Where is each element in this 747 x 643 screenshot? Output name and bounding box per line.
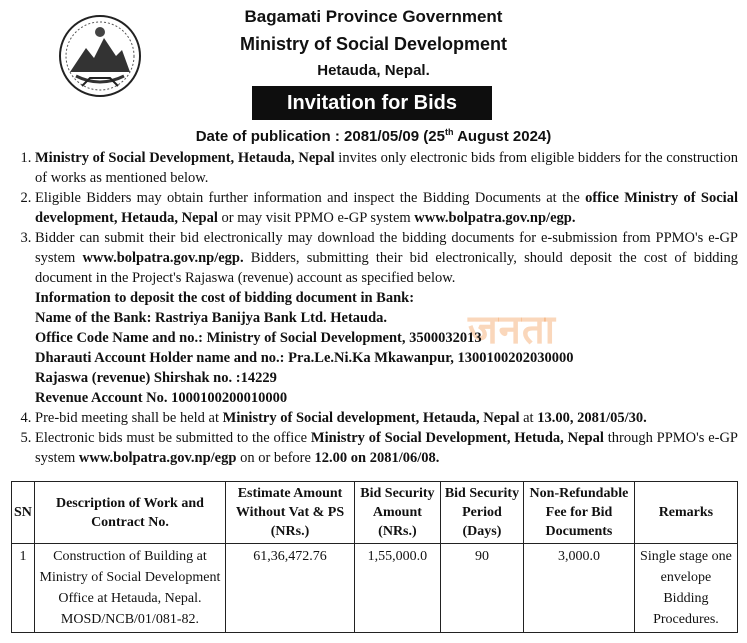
list-item: 1. Ministry of Social Development, Hetauda, Nepal invites only electronic bids from eligible bidders for the construction of works as mentioned below.	[35, 148, 738, 188]
revenue-account: Revenue Account No. 1000100200010000	[35, 390, 288, 406]
government-name: Bagamati Province Government	[244, 7, 503, 26]
header-remarks: Remarks	[634, 482, 737, 544]
office-code: Office Code Name and no.: Ministry of Social Development, 3500032013	[35, 330, 482, 346]
header-security-period: Bid Security Period (Days)	[440, 482, 523, 544]
cell-sn: 1	[12, 544, 35, 633]
bid-table	[11, 481, 738, 633]
cell-remarks: Single stage one envelope Bidding Procedures.	[634, 544, 737, 633]
rajaswa-shirshak: Rajaswa (revenue) Shirshak no. :14229	[35, 370, 277, 386]
dharauti-account: Dharauti Account Holder name and no.: Pra.Le.Ni.Ka Mkawanpur, 1300100202030000	[35, 350, 574, 366]
bank-info-title: Information to deposit the cost of bidding document in Bank:	[35, 290, 415, 306]
newspaper-watermark: जनता	[468, 308, 557, 352]
ministry-location: Hetauda, Nepal.	[317, 62, 430, 79]
list-item: 3. Bidder can submit their bid electronically may download the bidding documents for e-submission from PPMO's e-GP system www.bolpatra.gov.np/egp. Bidders, submitting their bid electronically, should deposit the cost of bidding document in the Project's Rajaswa (revenue) account as specified below. Information to deposit the cost of bidding document in Bank: Name of the Bank: Rastriya Banijya Bank Ltd. Hetauda. Office Code Name and no.: Ministry of Social Development, 3500032013 Dharauti Account Holder name and no.: Pra.Le.Ni.Ka Mkawanpur, 1300100202030000 Rajaswa (revenue) Shirshak no. :14229 Revenue Account No. 1000100200010000	[35, 228, 738, 408]
cell-fee: 3,000.0	[524, 544, 635, 633]
ministry-name: Ministry of Social Development	[239, 34, 508, 54]
header-bid-security: Bid Security Amount (NRs.)	[355, 482, 441, 544]
list-item: 2. Eligible Bidders may obtain further information and inspect the Bidding Documents at the office Ministry of Social development, Hetauda, Nepal or may visit PPMO e-GP system www.bolpatra.gov.np/egp.	[35, 188, 738, 228]
notice-title: Invitation for Bids	[252, 86, 492, 120]
cell-estimate: 61,36,472.76	[226, 544, 355, 633]
header-estimate: Estimate Amount Without Vat & PS (NRs.)	[226, 482, 355, 544]
table-row	[12, 544, 738, 633]
notice-body	[8, 148, 738, 468]
table-header-row	[12, 482, 738, 544]
publication-date: Date of publication : 2081/05/09 (25th August 2024)	[195, 127, 552, 145]
header-description: Description of Work and Contract No.	[34, 482, 225, 544]
header-sn: SN	[12, 482, 35, 544]
header-fee: Non-Refundable Fee for Bid Documents	[524, 482, 635, 544]
bank-name: Name of the Bank: Rastriya Banijya Bank Ltd. Hetauda.	[35, 310, 388, 326]
cell-description: Construction of Building at Ministry of Social Development Office at Hetauda, Nepal. MOSD/NCB/01/081-82.	[34, 544, 225, 633]
list-item: 5. Electronic bids must be submitted to the office Ministry of Social Development, Hetuda, Nepal through PPMO's e-GP system www.bolpatra.gov.np/egp on or before 12.00 on 2081/06/08.	[35, 428, 738, 468]
cell-bid-security: 1,55,000.0	[355, 544, 441, 633]
notice-list	[8, 148, 738, 468]
document-header	[0, 0, 747, 122]
cell-security-period: 90	[440, 544, 523, 633]
list-item: 4. Pre-bid meeting shall be held at Ministry of Social development, Hetauda, Nepal at 13.00, 2081/05/30.	[35, 408, 738, 428]
